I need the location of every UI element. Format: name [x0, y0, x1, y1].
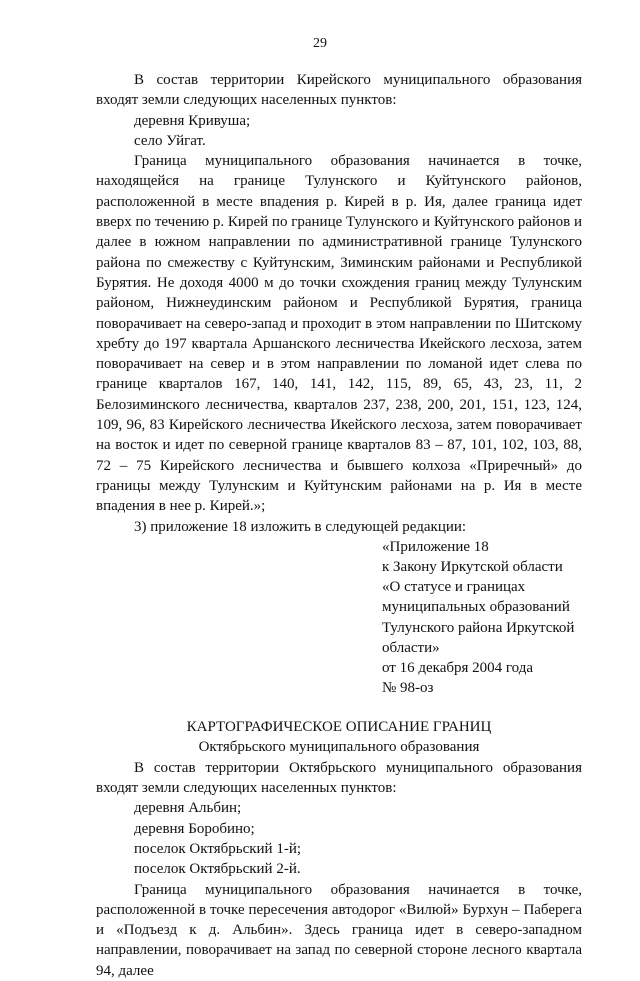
page-number: 29: [313, 36, 327, 51]
document-body: [96, 70, 582, 981]
section-subheading: Октябрьского муниципального образования: [198, 739, 480, 756]
appendix-line: № 98-оз: [382, 680, 434, 697]
appendix-line: «Приложение 18: [382, 538, 489, 555]
oktyabrsky-settlement: деревня Альбин;: [134, 800, 242, 817]
kirey-intro: В состав территории Кирейского муниципального образования входят земли следующих населенных пунктов:: [96, 72, 582, 109]
oktyabrsky-settlement: деревня Боробино;: [134, 820, 255, 837]
kirey-boundary-description: Граница муниципального образования начинается в точке, находящейся на границе Тулунского и Куйтунского районов, расположенной в месте впадения р. Кирей в р. Ия, далее граница идет вверх по течению р. Кирей по границе Тулунского и Куйтунского районов и далее в южном направлении по административной границе Тулунского района по смежеству с Куйтунским, Зиминским районами и Республикой Бурятия. Не доходя 4000 м до точки схождения границ между Тулунским районом, Нижнеудинским районом и Республикой Бурятия, граница поворачивает на северо-запад и проходит в этом направлении по Шитскому хребту до 197 квартала Аршанского лесничества Икейского лесхоза, затем поворачивает на север и в этом направлении по ломаной идет слева по границе кварталов 167, 140, 141, 142, 115, 89, 65, 43, 23, 11, 2 Белозиминского лесничества, кварталов 237, 238, 200, 201, 151, 123, 124, 109, 96, 83 Кирейского лесничества Икейского лесхоза, затем поворачивает на восток и идет по северной границе кварталов 83 – 87, 101, 102, 103, 88, 72 – 75 Кирейского лесничества и бывшего колхоза «Приречный» до границы между Тулунским и Куйтунским районами на р. Ия в месте впадения в нее р. Кирей.»;: [96, 153, 582, 515]
amendment-item: 3) приложение 18 изложить в следующей редакции:: [134, 518, 467, 535]
kirey-settlement: деревня Кривуша;: [134, 112, 251, 129]
appendix-header: [382, 537, 582, 699]
section-heading: КАРТОГРАФИЧЕСКОЕ ОПИСАНИЕ ГРАНИЦ: [186, 719, 492, 736]
oktyabrsky-intro: В состав территории Октябрьского муниципального образования входят земли следующих населенных пунктов:: [96, 759, 582, 797]
appendix-line: «О статусе и границах муниципальных образований Тулунского района Иркутской области»: [382, 579, 575, 656]
appendix-line: от 16 декабря 2004 года: [382, 660, 534, 677]
oktyabrsky-settlement: поселок Октябрьский 2-й.: [134, 861, 301, 878]
kirey-settlement: село Уйгат.: [134, 132, 206, 149]
appendix-line: к Закону Иркутской области: [382, 559, 563, 576]
oktyabrsky-settlement: поселок Октябрьский 1-й;: [134, 840, 302, 857]
oktyabrsky-boundary-description: Граница муниципального образования начинается в точке, расположенной в точке пересечения автодорог «Вилюй» Бурхун – Паберега и «Подъезд к д. Альбин». Здесь граница идет в северо-западном направлении, поворачивает на запад по северной стороне лесного квартала 94, далее: [96, 881, 582, 979]
